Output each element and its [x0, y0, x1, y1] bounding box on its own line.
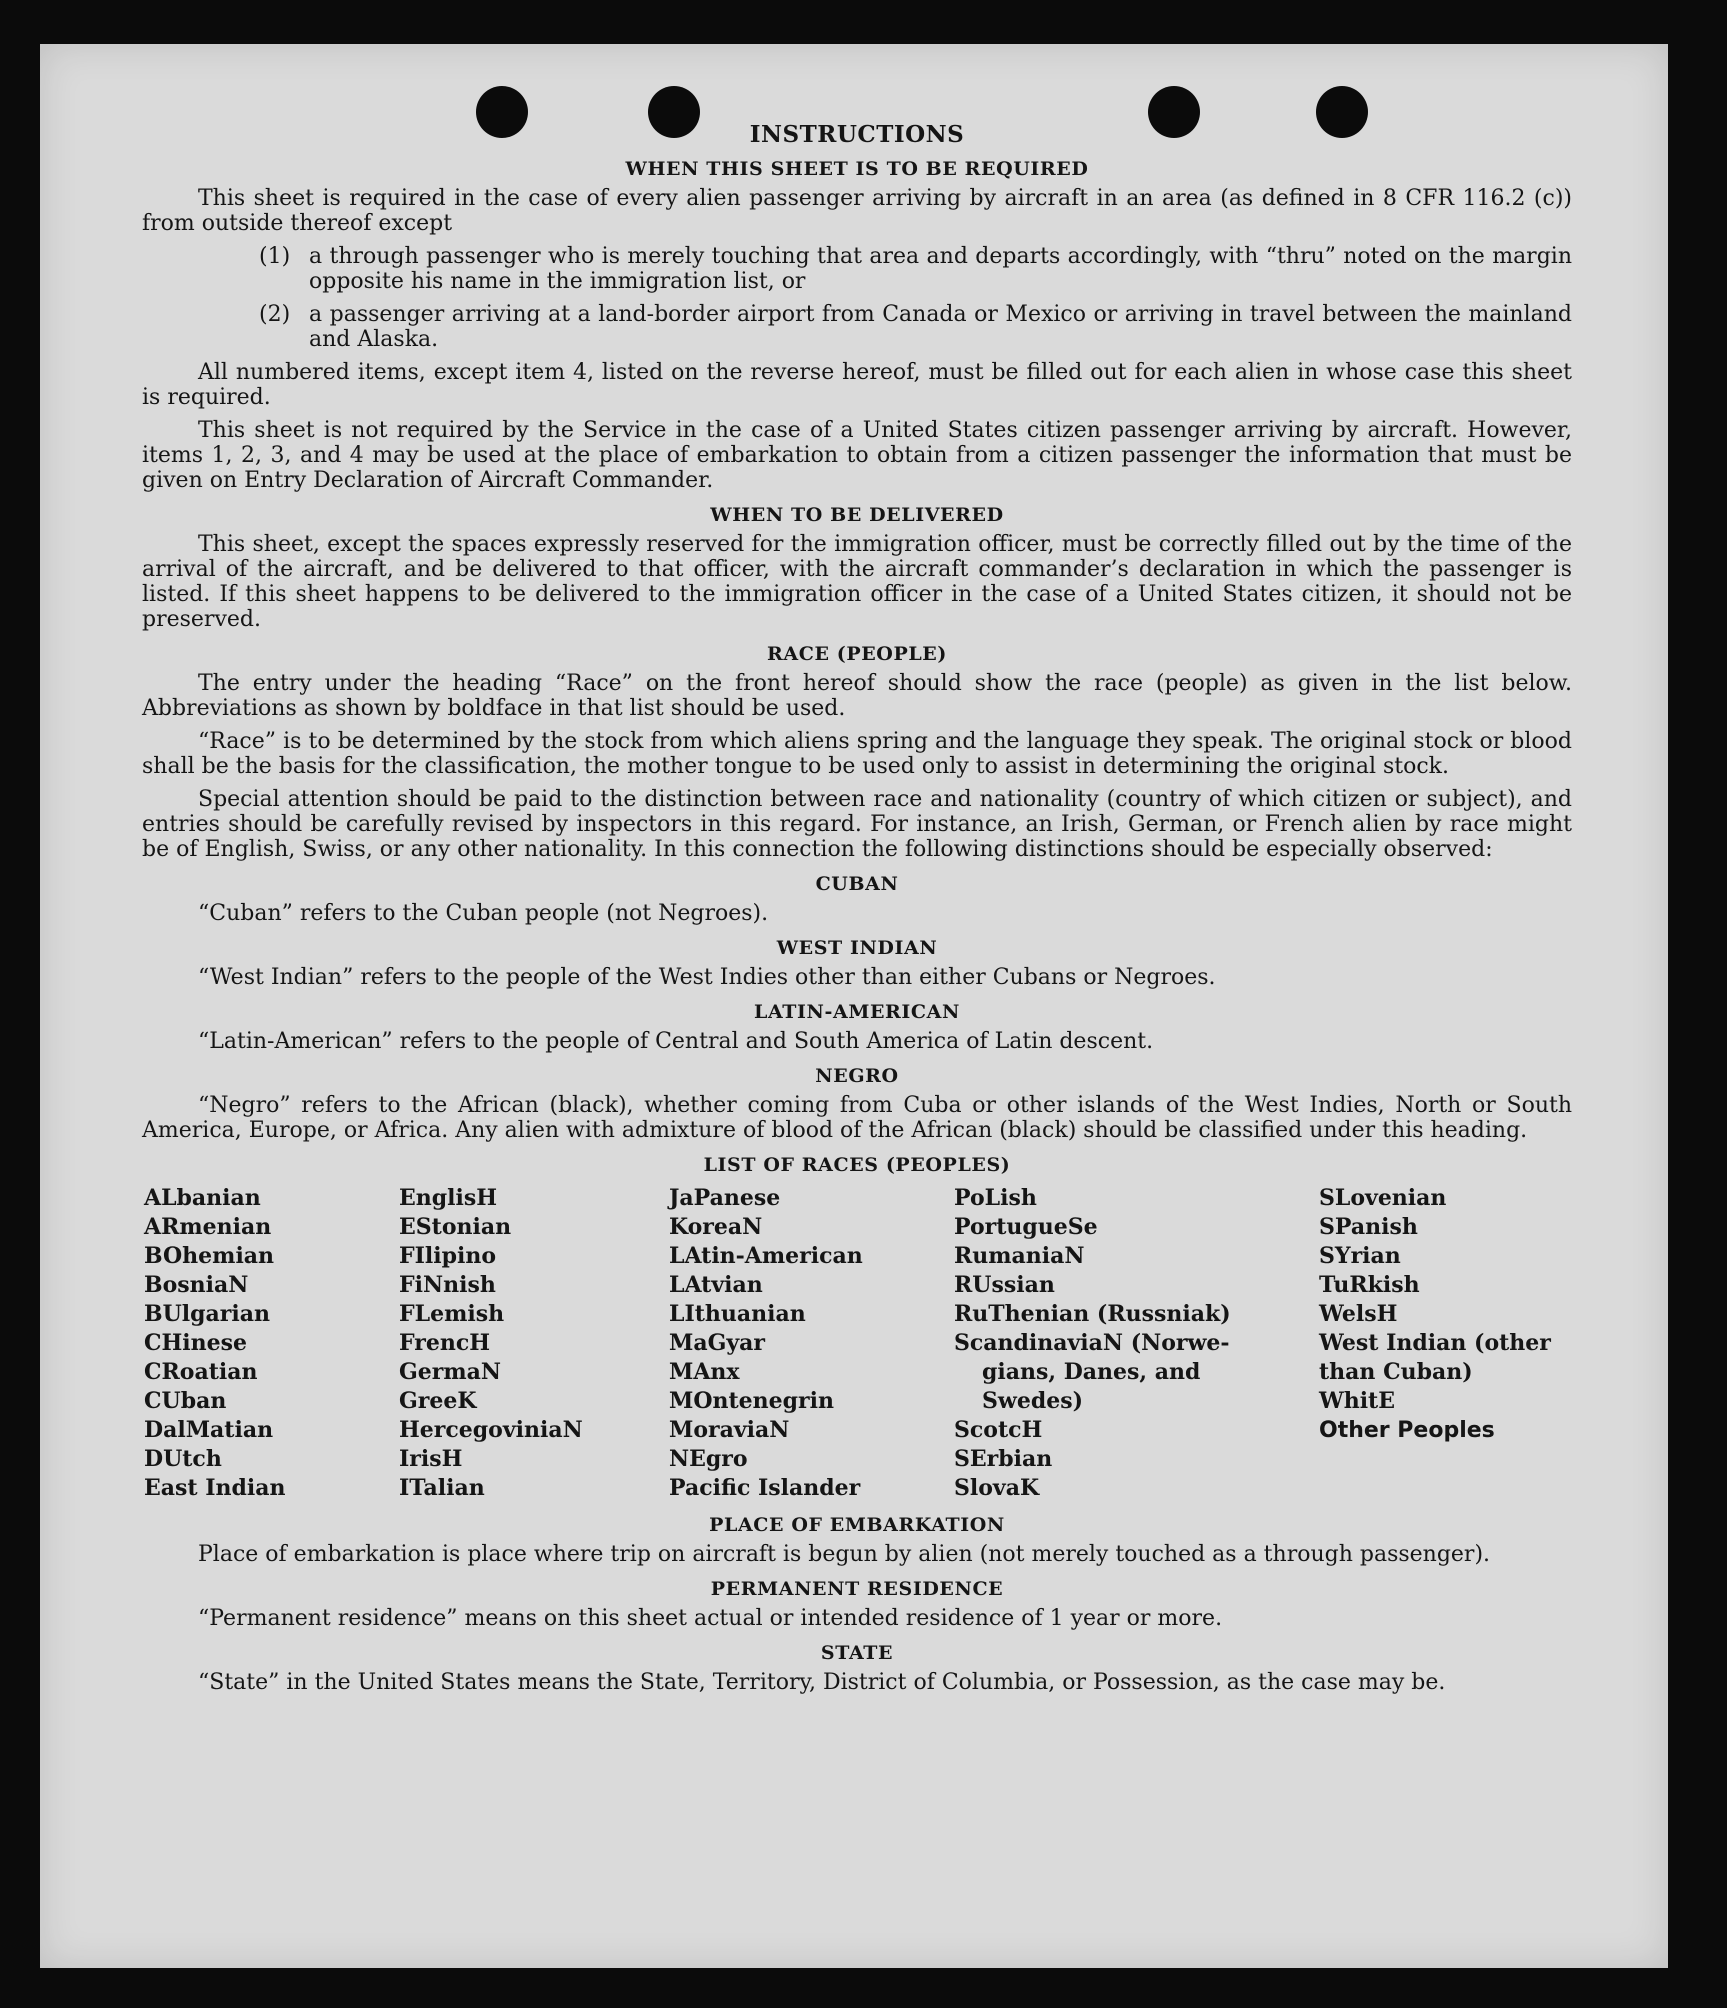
race-entry: PortugueSe	[954, 1214, 1098, 1240]
document-sheet	[40, 44, 1668, 1968]
race-entry: RuThenian (Russniak)	[954, 1301, 1231, 1327]
race-entry: Other Peoples	[1319, 1418, 1495, 1443]
paragraph: The entry under the heading “Race” on the front hereof should show the race (people) as given in the list below. Abbreviations as shown by boldface in that list should be used.	[142, 671, 1572, 721]
races-column	[669, 1184, 954, 1503]
heading-residence: PERMANENT RESIDENCE	[710, 1578, 1004, 1600]
race-entry: RumaniaN	[954, 1243, 1085, 1269]
race-entry: SErbian	[954, 1446, 1053, 1472]
race-entry: TuRkish	[1319, 1272, 1420, 1298]
race-entry: ITalian	[399, 1475, 485, 1501]
paragraph: “Race” is to be determined by the stock from which aliens spring and the language they speak. The original stock or blood shall be the basis for the classification, the mother tongue to be used only to assist in determining the original stock.	[142, 729, 1572, 779]
item-text: a passenger arriving at a land-border airport from Canada or Mexico or arriving in travel between the mainland and Alaska.	[309, 302, 1572, 352]
race-entry: Pacific Islander	[669, 1475, 861, 1501]
paragraph: This sheet is required in the case of every alien passenger arriving by aircraft in an area (as defined in 8 CFR 116.2 (c)) from outside thereof except	[142, 186, 1572, 236]
race-entry: FrencH	[399, 1330, 490, 1356]
race-entry: MaGyar	[669, 1330, 766, 1356]
race-entry: ScandinaviaN (Norwe-	[954, 1330, 1230, 1356]
page-title: INSTRUCTIONS	[749, 121, 965, 148]
race-entry: MAnx	[669, 1359, 740, 1385]
race-entry: FiNnish	[399, 1272, 496, 1298]
list-item	[259, 302, 1572, 352]
heading-state: STATE	[820, 1642, 894, 1664]
race-entry: FIlipino	[399, 1243, 497, 1269]
heading-when-required: WHEN THIS SHEET IS TO BE REQUIRED	[625, 158, 1089, 180]
race-entry: LAtin-American	[669, 1243, 863, 1269]
race-entry: RUssian	[954, 1272, 1055, 1298]
race-entry: SYrian	[1319, 1243, 1401, 1269]
race-entry: SLovenian	[1319, 1185, 1447, 1211]
race-entry: WhitE	[1319, 1388, 1395, 1414]
race-entry: WelsH	[1319, 1301, 1398, 1327]
heading-negro: NEGRO	[815, 1065, 899, 1087]
race-entry: than Cuban)	[1319, 1359, 1473, 1385]
paragraph: “State” in the United States means the State, Territory, District of Columbia, or Possession, as the case may be.	[198, 1670, 1446, 1695]
races-list	[144, 1184, 1572, 1503]
heading-list-of-races: LIST OF RACES (PEOPLES)	[703, 1154, 1011, 1176]
paragraph: Special attention should be paid to the distinction between race and nationality (country of which citizen or subject), and entries should be carefully revised by inspectors in this regard. For instance, an Irish, German, or French alien by race might be of English, Swiss, or any other nationality. In this connection the following distinctions should be especially observed:	[142, 787, 1572, 862]
race-entry: CHinese	[144, 1330, 248, 1356]
heading-race: RACE (PEOPLE)	[767, 643, 947, 665]
race-entry: DUtch	[144, 1446, 222, 1472]
race-entry: KoreaN	[669, 1214, 763, 1240]
race-entry: GermaN	[399, 1359, 502, 1385]
paragraph: “Cuban” refers to the Cuban people (not Negroes).	[198, 901, 769, 926]
paragraph: This sheet is not required by the Service in the case of a United States citizen passenger arriving by aircraft. However, items 1, 2, 3, and 4 may be used at the place of embarkation to obtain from a citizen passenger the information that must be given on Entry Declaration of Aircraft Commander.	[142, 418, 1572, 493]
race-entry: GreeK	[399, 1388, 477, 1414]
heading-west-indian: WEST INDIAN	[776, 937, 938, 959]
paragraph: All numbered items, except item 4, listed on the reverse hereof, must be filled out for each alien in whose case this sheet is required.	[142, 360, 1572, 410]
paragraph: “Latin-American” refers to the people of Central and South America of Latin descent.	[198, 1029, 1154, 1054]
race-entry: IrisH	[399, 1446, 463, 1472]
race-entry: JaPanese	[669, 1185, 781, 1211]
races-column	[1319, 1184, 1574, 1503]
race-entry: PoLish	[954, 1185, 1037, 1211]
race-entry: HercegoviniaN	[399, 1417, 583, 1443]
race-entry: DalMatian	[144, 1417, 274, 1443]
race-entry: EStonian	[399, 1214, 512, 1240]
race-entry: NEgro	[669, 1446, 748, 1472]
item-number: (1)	[259, 244, 291, 269]
race-entry: gians, Danes, and	[982, 1359, 1201, 1385]
race-entry: SPanish	[1319, 1214, 1418, 1240]
race-entry: EnglisH	[399, 1185, 498, 1211]
race-entry: Swedes)	[982, 1388, 1083, 1414]
paragraph: This sheet, except the spaces expressly reserved for the immigration officer, must be correctly filled out by the time of the arrival of the aircraft, and be delivered to that officer, with the aircraft commander’s declaration in which the passenger is listed. If this sheet happens to be delivered to the immigration officer in the case of a United States citizen, it should not be preserved.	[142, 532, 1572, 632]
race-entry: BosniaN	[144, 1272, 249, 1298]
race-entry: ScotcH	[954, 1417, 1043, 1443]
race-entry: MOntenegrin	[669, 1388, 834, 1414]
heading-when-delivered: WHEN TO BE DELIVERED	[710, 504, 1004, 526]
race-entry: ARmenian	[144, 1214, 272, 1240]
heading-cuban: CUBAN	[815, 873, 899, 895]
races-column	[144, 1184, 399, 1503]
instructions-content	[142, 112, 1572, 1703]
race-entry: CUban	[144, 1388, 227, 1414]
race-entry: LIthuanian	[669, 1301, 806, 1327]
race-entry: East Indian	[144, 1475, 286, 1501]
race-entry: FLemish	[399, 1301, 505, 1327]
item-number: (2)	[259, 302, 291, 327]
item-text: a through passenger who is merely touching that area and departs accordingly, with “thru” noted on the margin opposite his name in the immigration list, or	[309, 244, 1572, 294]
heading-embarkation: PLACE OF EMBARKATION	[709, 1514, 1005, 1536]
race-entry: ALbanian	[144, 1185, 261, 1211]
paragraph: Place of embarkation is place where trip on aircraft is begun by alien (not merely touched as a through passenger).	[198, 1542, 1491, 1567]
race-entry: SlovaK	[954, 1475, 1040, 1501]
paragraph: “Permanent residence” means on this sheet actual or intended residence of 1 year or more.	[198, 1606, 1223, 1631]
list-item	[259, 244, 1572, 294]
race-entry: West Indian (other	[1319, 1330, 1551, 1356]
races-column	[399, 1184, 669, 1503]
race-entry: BUlgarian	[144, 1301, 270, 1327]
race-entry: MoraviaN	[669, 1417, 790, 1443]
races-column	[954, 1184, 1319, 1503]
race-entry: LAtvian	[669, 1272, 763, 1298]
race-entry: CRoatian	[144, 1359, 258, 1385]
heading-latin-american: LATIN-AMERICAN	[754, 1001, 960, 1023]
race-entry: BOhemian	[144, 1243, 275, 1269]
paragraph: “West Indian” refers to the people of the West Indies other than either Cubans or Negroes.	[198, 965, 1216, 990]
paragraph: “Negro” refers to the African (black), whether coming from Cuba or other islands of the West Indies, North or South America, Europe, or Africa. Any alien with admixture of blood of the African (black) should be classified under this heading.	[142, 1093, 1572, 1143]
